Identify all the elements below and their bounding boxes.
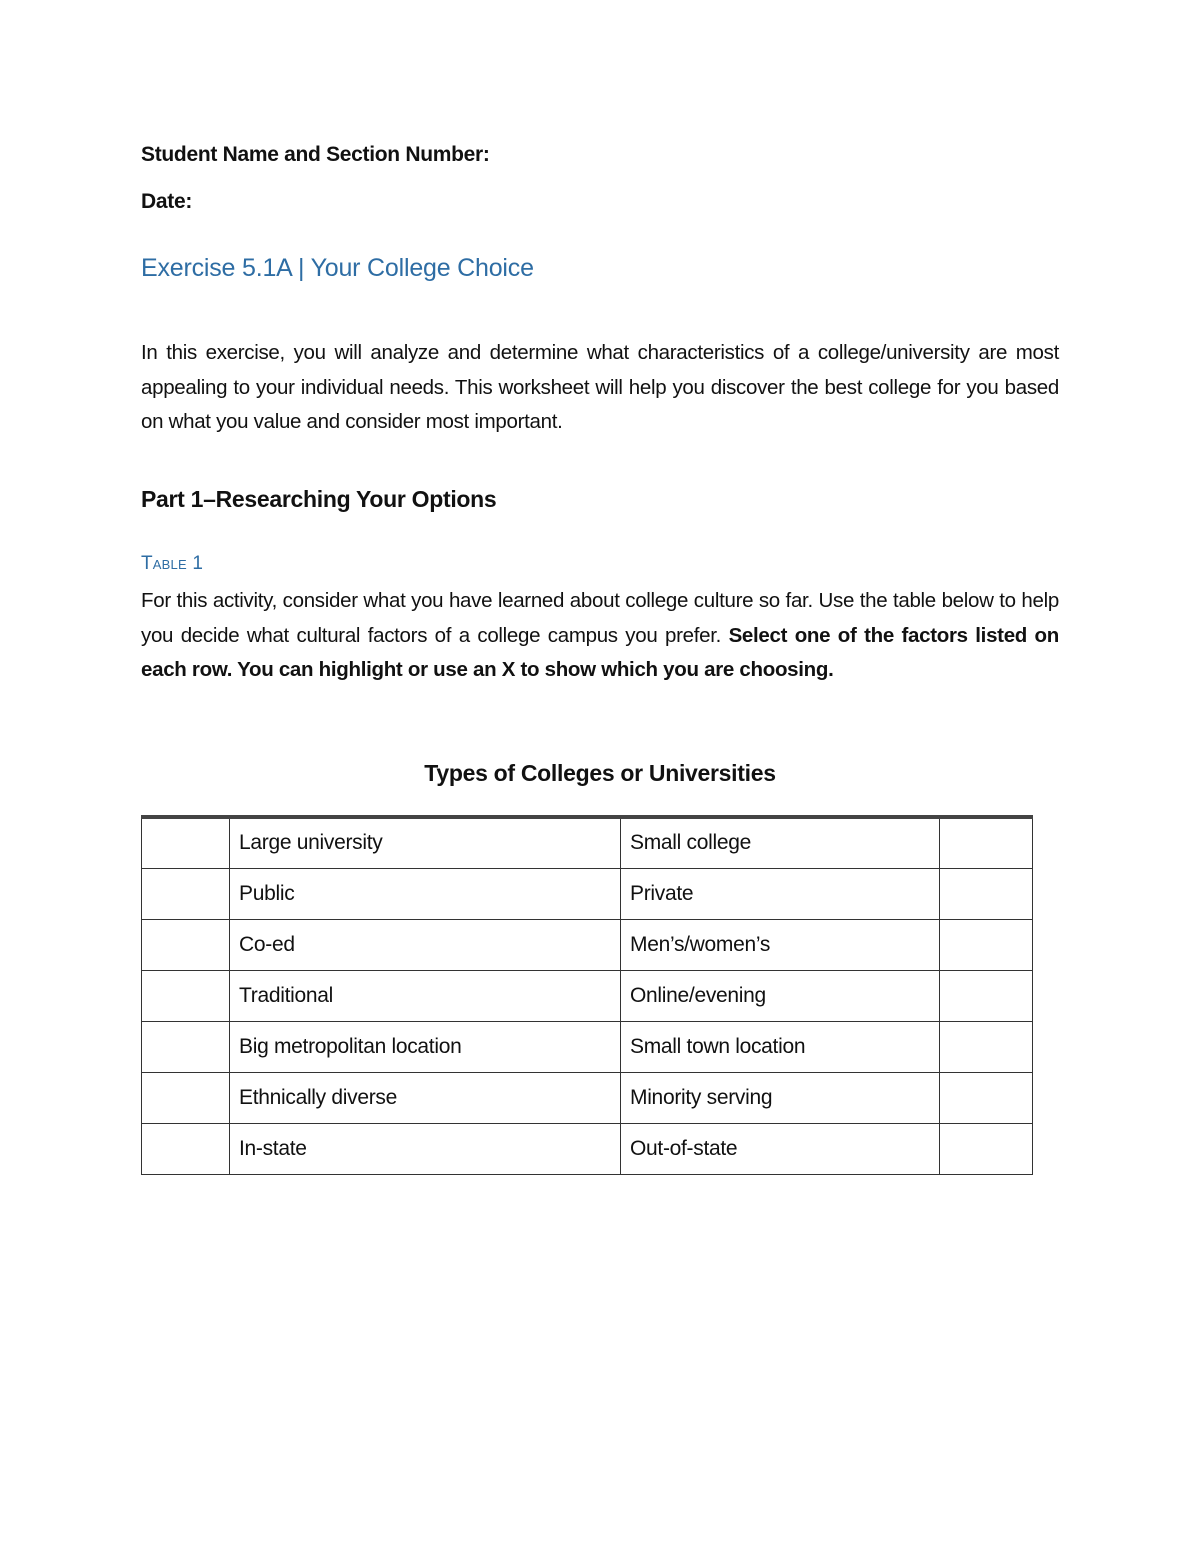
- table-row: [142, 1123, 1033, 1174]
- student-name-label: Student Name and Section Number:: [141, 143, 490, 166]
- option-a-cell: Ethnically diverse: [230, 1072, 621, 1123]
- left-mark-cell[interactable]: [142, 1072, 230, 1123]
- instructions-bold-text: Select one of the factors listed on each row. You can highlight or use an X to show which you are choosing.: [141, 623, 1060, 681]
- right-mark-cell[interactable]: [940, 817, 1033, 868]
- left-mark-cell[interactable]: [142, 1021, 230, 1072]
- option-a-cell: Traditional: [230, 970, 621, 1021]
- option-a-cell: Big metropolitan location: [230, 1021, 621, 1072]
- option-a-cell: Large university: [230, 817, 621, 868]
- option-a-cell: Public: [230, 868, 621, 919]
- college-types-table: [141, 815, 1033, 1175]
- option-b-cell: Men’s/women’s: [621, 919, 940, 970]
- option-a-cell: In-state: [230, 1123, 621, 1174]
- part-heading: Part 1–Researching Your Options: [141, 486, 497, 512]
- option-b-cell: Small town location: [621, 1021, 940, 1072]
- right-mark-cell[interactable]: [940, 919, 1033, 970]
- date-label: Date:: [141, 190, 193, 213]
- left-mark-cell[interactable]: [142, 1123, 230, 1174]
- option-a-cell: Co-ed: [230, 919, 621, 970]
- left-mark-cell[interactable]: [142, 919, 230, 970]
- left-mark-cell[interactable]: [142, 868, 230, 919]
- table-title: Types of Colleges or Universities: [424, 760, 776, 786]
- table-row: [142, 970, 1033, 1021]
- option-b-cell: Online/evening: [621, 970, 940, 1021]
- option-b-cell: Small college: [621, 817, 940, 868]
- table-row: [142, 1072, 1033, 1123]
- right-mark-cell[interactable]: [940, 868, 1033, 919]
- table-caption: Table 1: [141, 553, 204, 574]
- instructions-plain-text: For this activity, consider what you have learned about college culture so far. Use the table below to help you decide what cultural factors of a college campus you prefer.: [141, 589, 1059, 647]
- option-b-cell: Minority serving: [621, 1072, 940, 1123]
- instructions-paragraph: [141, 584, 1059, 688]
- exercise-title: Exercise 5.1A | Your College Choice: [141, 254, 534, 282]
- right-mark-cell[interactable]: [940, 1123, 1033, 1174]
- table-row: [142, 817, 1033, 868]
- option-b-cell: Private: [621, 868, 940, 919]
- right-mark-cell[interactable]: [940, 970, 1033, 1021]
- table-row: [142, 1021, 1033, 1072]
- table-row: [142, 919, 1033, 970]
- table-row: [142, 868, 1033, 919]
- left-mark-cell[interactable]: [142, 817, 230, 868]
- left-mark-cell[interactable]: [142, 970, 230, 1021]
- option-b-cell: Out-of-state: [621, 1123, 940, 1174]
- right-mark-cell[interactable]: [940, 1021, 1033, 1072]
- right-mark-cell[interactable]: [940, 1072, 1033, 1123]
- intro-paragraph: In this exercise, you will analyze and determine what characteristics of a college/university are most appealing to your individual needs. This worksheet will help you discover the best college for you based on what you value and consider most important.: [141, 341, 1059, 433]
